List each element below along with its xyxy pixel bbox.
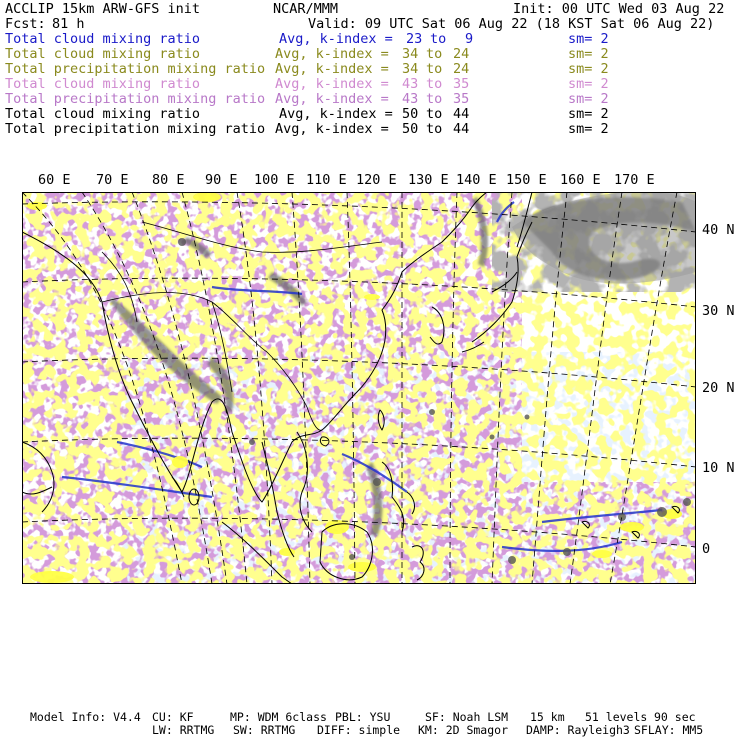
valid-time: Valid: 09 UTC Sat 06 Aug 22 (18 KST Sat 06 Aug 22) xyxy=(308,16,715,32)
longitude-label: 160 E xyxy=(560,172,601,188)
legend-k-to: 35 xyxy=(453,91,470,107)
legend-smooth: sm= 2 xyxy=(568,76,609,92)
legend-k-from: 34 xyxy=(402,46,419,62)
center-label: NCAR/MMM xyxy=(273,1,339,17)
legend-method: Avg, k-index = xyxy=(275,61,389,77)
footer-item: SFLAY: MM5 xyxy=(634,723,704,737)
forecast-label: Fcst: xyxy=(5,16,46,32)
footer-item: 15 km xyxy=(530,710,565,724)
longitude-label: 170 E xyxy=(614,172,655,188)
longitude-label: 140 E xyxy=(456,172,497,188)
footer-item: PBL: YSU xyxy=(335,710,391,724)
longitude-label: 90 E xyxy=(205,172,238,188)
footer-item: SF: Noah LSM xyxy=(425,710,509,724)
legend-smooth: sm= 2 xyxy=(568,91,609,107)
footer-item: 90 sec xyxy=(654,710,696,724)
latitude-label: 30 N xyxy=(702,303,735,319)
longitude-label: 120 E xyxy=(356,172,397,188)
legend-k-to: 24 xyxy=(453,61,470,77)
legend-smooth: sm= 2 xyxy=(568,46,609,62)
legend-to: to xyxy=(426,91,443,107)
legend-k-from: 23 xyxy=(406,31,423,47)
longitude-label: 110 E xyxy=(306,172,347,188)
legend-method: Avg, k-index = xyxy=(279,31,393,47)
legend-row xyxy=(5,107,737,122)
legend-smooth: sm= 2 xyxy=(568,121,609,137)
footer-item: CU: KF xyxy=(152,710,194,724)
legend-field: Total cloud mixing ratio xyxy=(5,76,201,92)
legend-smooth: sm= 2 xyxy=(568,61,609,77)
longitude-label: 150 E xyxy=(506,172,547,188)
legend-row xyxy=(5,77,737,92)
legend-field: Total precipitation mixing ratio xyxy=(5,61,266,77)
legend-row xyxy=(5,32,737,47)
legend-to: to xyxy=(430,31,447,47)
forecast-hour: 81 h xyxy=(52,16,85,32)
legend-to: to xyxy=(426,46,443,62)
legend-row xyxy=(5,122,737,137)
footer-item: 51 levels xyxy=(585,710,648,724)
longitude-label: 60 E xyxy=(38,172,71,188)
init-time: Init: 00 UTC Wed 03 Aug 22 xyxy=(513,1,725,17)
legend-field: Total precipitation mixing ratio xyxy=(5,121,266,137)
legend-field: Total precipitation mixing ratio xyxy=(5,91,266,107)
legend-row xyxy=(5,92,737,107)
footer-item: KM: 2D Smagor xyxy=(418,723,509,737)
legend-k-from: 43 xyxy=(402,76,419,92)
longitude-label: 80 E xyxy=(152,172,185,188)
legend-method: Avg, k-index = xyxy=(275,91,389,107)
footer-item: MP: WDM 6class xyxy=(230,710,327,724)
legend-row xyxy=(5,47,737,62)
legend-field: Total cloud mixing ratio xyxy=(5,106,201,122)
legend-k-to: 24 xyxy=(453,46,470,62)
legend-k-to: 44 xyxy=(453,121,470,137)
latitude-label: 40 N xyxy=(702,222,735,238)
legend-k-from: 50 xyxy=(402,121,419,137)
legend-field: Total cloud mixing ratio xyxy=(5,46,201,62)
legend-k-from: 50 xyxy=(402,106,419,122)
legend-smooth: sm= 2 xyxy=(568,106,609,122)
legend-field: Total cloud mixing ratio xyxy=(5,31,201,47)
legend-k-to: 9 xyxy=(465,31,474,47)
footer-item: DAMP: Rayleigh3 xyxy=(526,723,630,737)
latitude-label: 10 N xyxy=(702,460,735,476)
footer-item: Model Info: V4.4 xyxy=(30,710,141,724)
legend-to: to xyxy=(426,61,443,77)
longitude-label: 70 E xyxy=(96,172,129,188)
legend-row xyxy=(5,62,737,77)
legend-to: to xyxy=(426,106,443,122)
legend-to: to xyxy=(426,76,443,92)
latitude-label: 20 N xyxy=(702,380,735,396)
map-panel xyxy=(22,192,696,584)
legend-method: Avg, k-index = xyxy=(275,46,389,62)
footer-item: DIFF: simple xyxy=(317,723,401,737)
legend-to: to xyxy=(426,121,443,137)
legend-k-to: 35 xyxy=(453,76,470,92)
footer-item: LW: RRTMG xyxy=(152,723,215,737)
longitude-label: 100 E xyxy=(254,172,295,188)
legend-method: Avg, k-index = xyxy=(275,121,389,137)
footer-item: SW: RRTMG xyxy=(233,723,296,737)
model-title: ACCLIP 15km ARW-GFS init xyxy=(5,1,201,17)
legend-method: Avg, k-index = xyxy=(275,76,389,92)
legend-smooth: sm= 2 xyxy=(568,31,609,47)
legend-method: Avg, k-index = xyxy=(279,106,393,122)
longitude-label: 130 E xyxy=(408,172,449,188)
legend-k-from: 34 xyxy=(402,61,419,77)
legend-k-to: 44 xyxy=(453,106,470,122)
latitude-label: 0 xyxy=(702,541,711,557)
legend-k-from: 43 xyxy=(402,91,419,107)
